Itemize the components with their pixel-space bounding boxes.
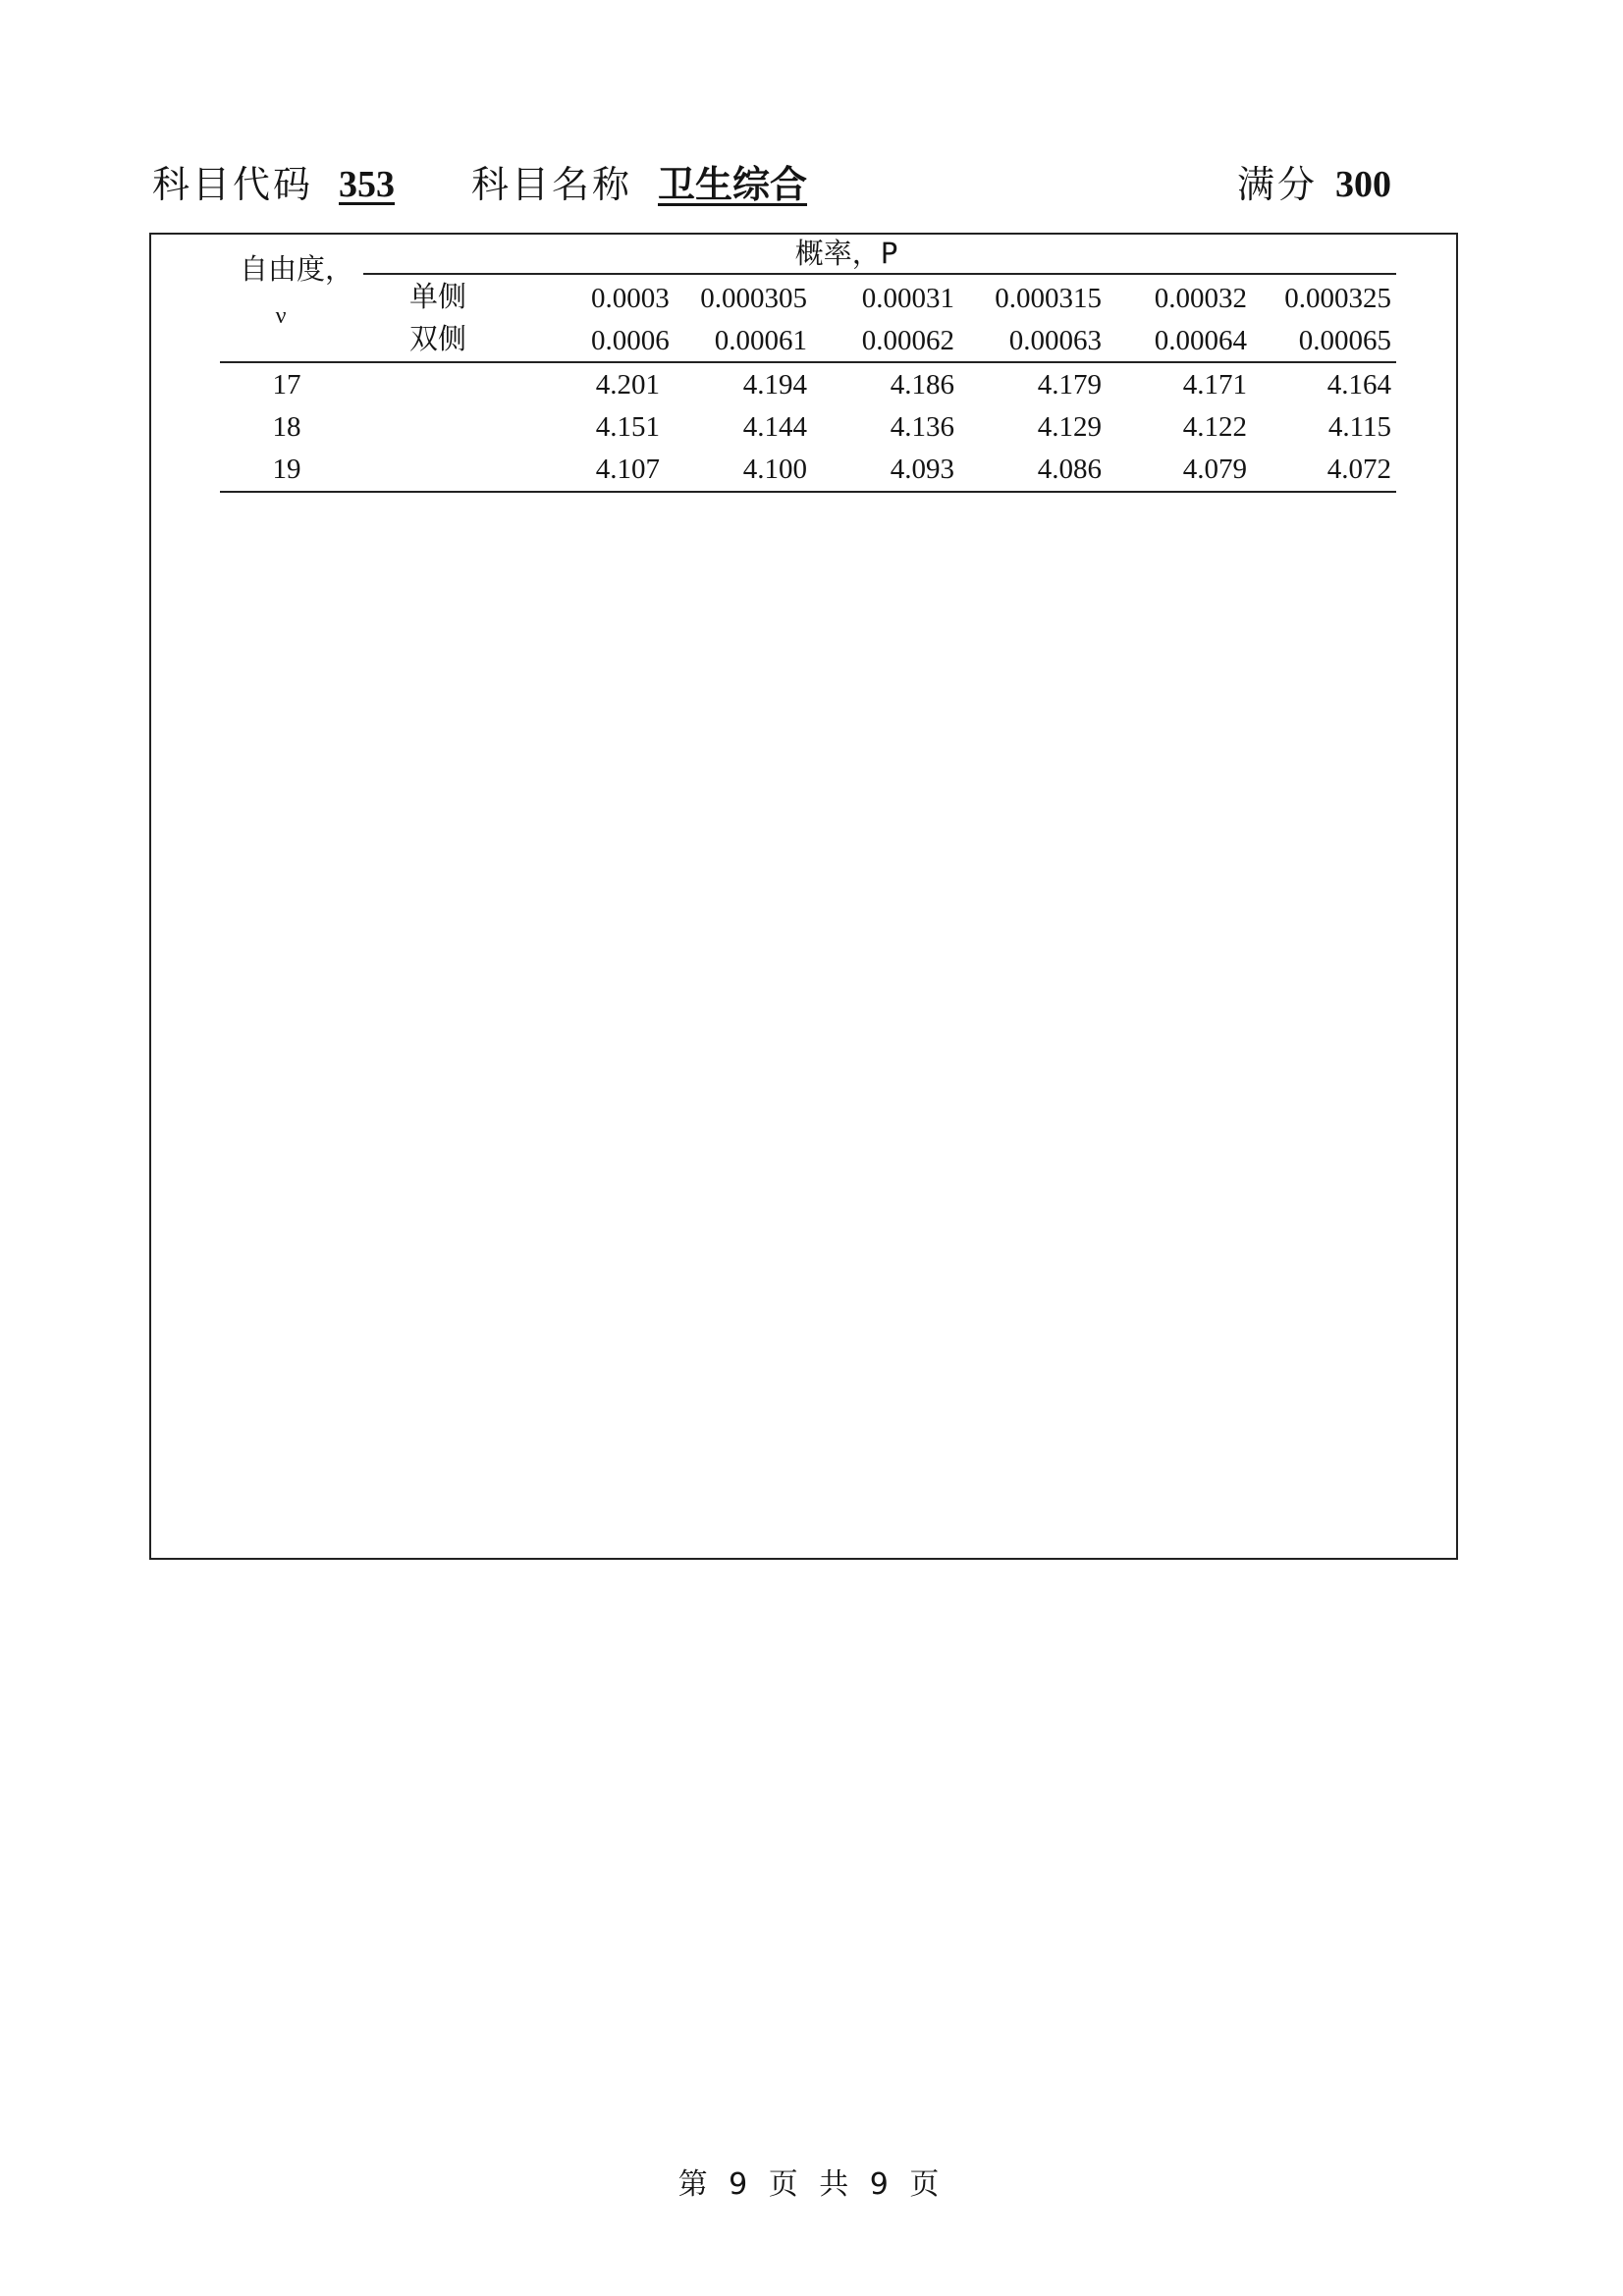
value-cell: 4.171: [1182, 369, 1247, 400]
value-cell: 4.179: [1037, 369, 1102, 400]
value-cell: 4.194: [742, 369, 807, 400]
two-sided-p: 0.0006: [591, 325, 670, 356]
t-distribution-table: [218, 234, 1396, 499]
two-sided-p: 0.00061: [714, 325, 807, 356]
one-sided-p: 0.000325: [1284, 283, 1391, 314]
value-cell: 4.107: [595, 454, 660, 485]
dof-cell: 19: [272, 454, 301, 485]
two-sided-p: 0.00065: [1298, 325, 1391, 356]
two-sided-p: 0.00063: [1008, 325, 1102, 356]
probability-underline: [363, 273, 1396, 275]
value-cell: 4.151: [595, 411, 660, 443]
subject-name-label: 科目名称: [471, 163, 633, 206]
one-sided-p: 0.0003: [591, 283, 670, 314]
subject-name-value: 卫生综合: [658, 162, 808, 206]
dof-cell: 17: [272, 369, 301, 400]
probability-header: 概率，P: [794, 237, 898, 270]
page-number: 第 9 页 共 9 页: [677, 2167, 946, 2202]
value-cell: 4.072: [1326, 454, 1391, 485]
value-cell: 4.086: [1037, 454, 1102, 485]
dof-symbol: ν: [275, 303, 287, 329]
one-sided-p: 0.000305: [700, 283, 807, 314]
two-sided-label: 双侧: [409, 322, 467, 355]
value-cell: 4.144: [742, 411, 807, 443]
two-sided-p: 0.00062: [861, 325, 954, 356]
one-sided-p: 0.00032: [1154, 283, 1247, 314]
full-score-value: 300: [1335, 164, 1391, 205]
full-score-label: 满分: [1237, 163, 1319, 206]
value-cell: 4.129: [1037, 411, 1102, 443]
dof-label: 自由度，: [240, 252, 354, 286]
dof-cell: 18: [272, 411, 301, 443]
header-rule: [220, 361, 1396, 363]
value-cell: 4.079: [1182, 454, 1247, 485]
value-cell: 4.093: [890, 454, 954, 485]
two-sided-p: 0.00064: [1154, 325, 1247, 356]
value-cell: 4.136: [890, 411, 954, 443]
one-sided-p: 0.00031: [861, 283, 954, 314]
value-cell: 4.122: [1182, 411, 1247, 443]
subject-code-label: 科目代码: [152, 163, 314, 206]
one-sided-label: 单侧: [409, 280, 467, 313]
value-cell: 4.186: [890, 369, 954, 400]
value-cell: 4.201: [595, 369, 660, 400]
value-cell: 4.164: [1326, 369, 1391, 400]
value-cell: 4.115: [1327, 411, 1391, 443]
one-sided-p: 0.000315: [995, 283, 1102, 314]
exam-header: [152, 157, 1399, 212]
bottom-rule: [220, 491, 1396, 493]
value-cell: 4.100: [742, 454, 807, 485]
subject-code-value: 353: [339, 164, 395, 205]
